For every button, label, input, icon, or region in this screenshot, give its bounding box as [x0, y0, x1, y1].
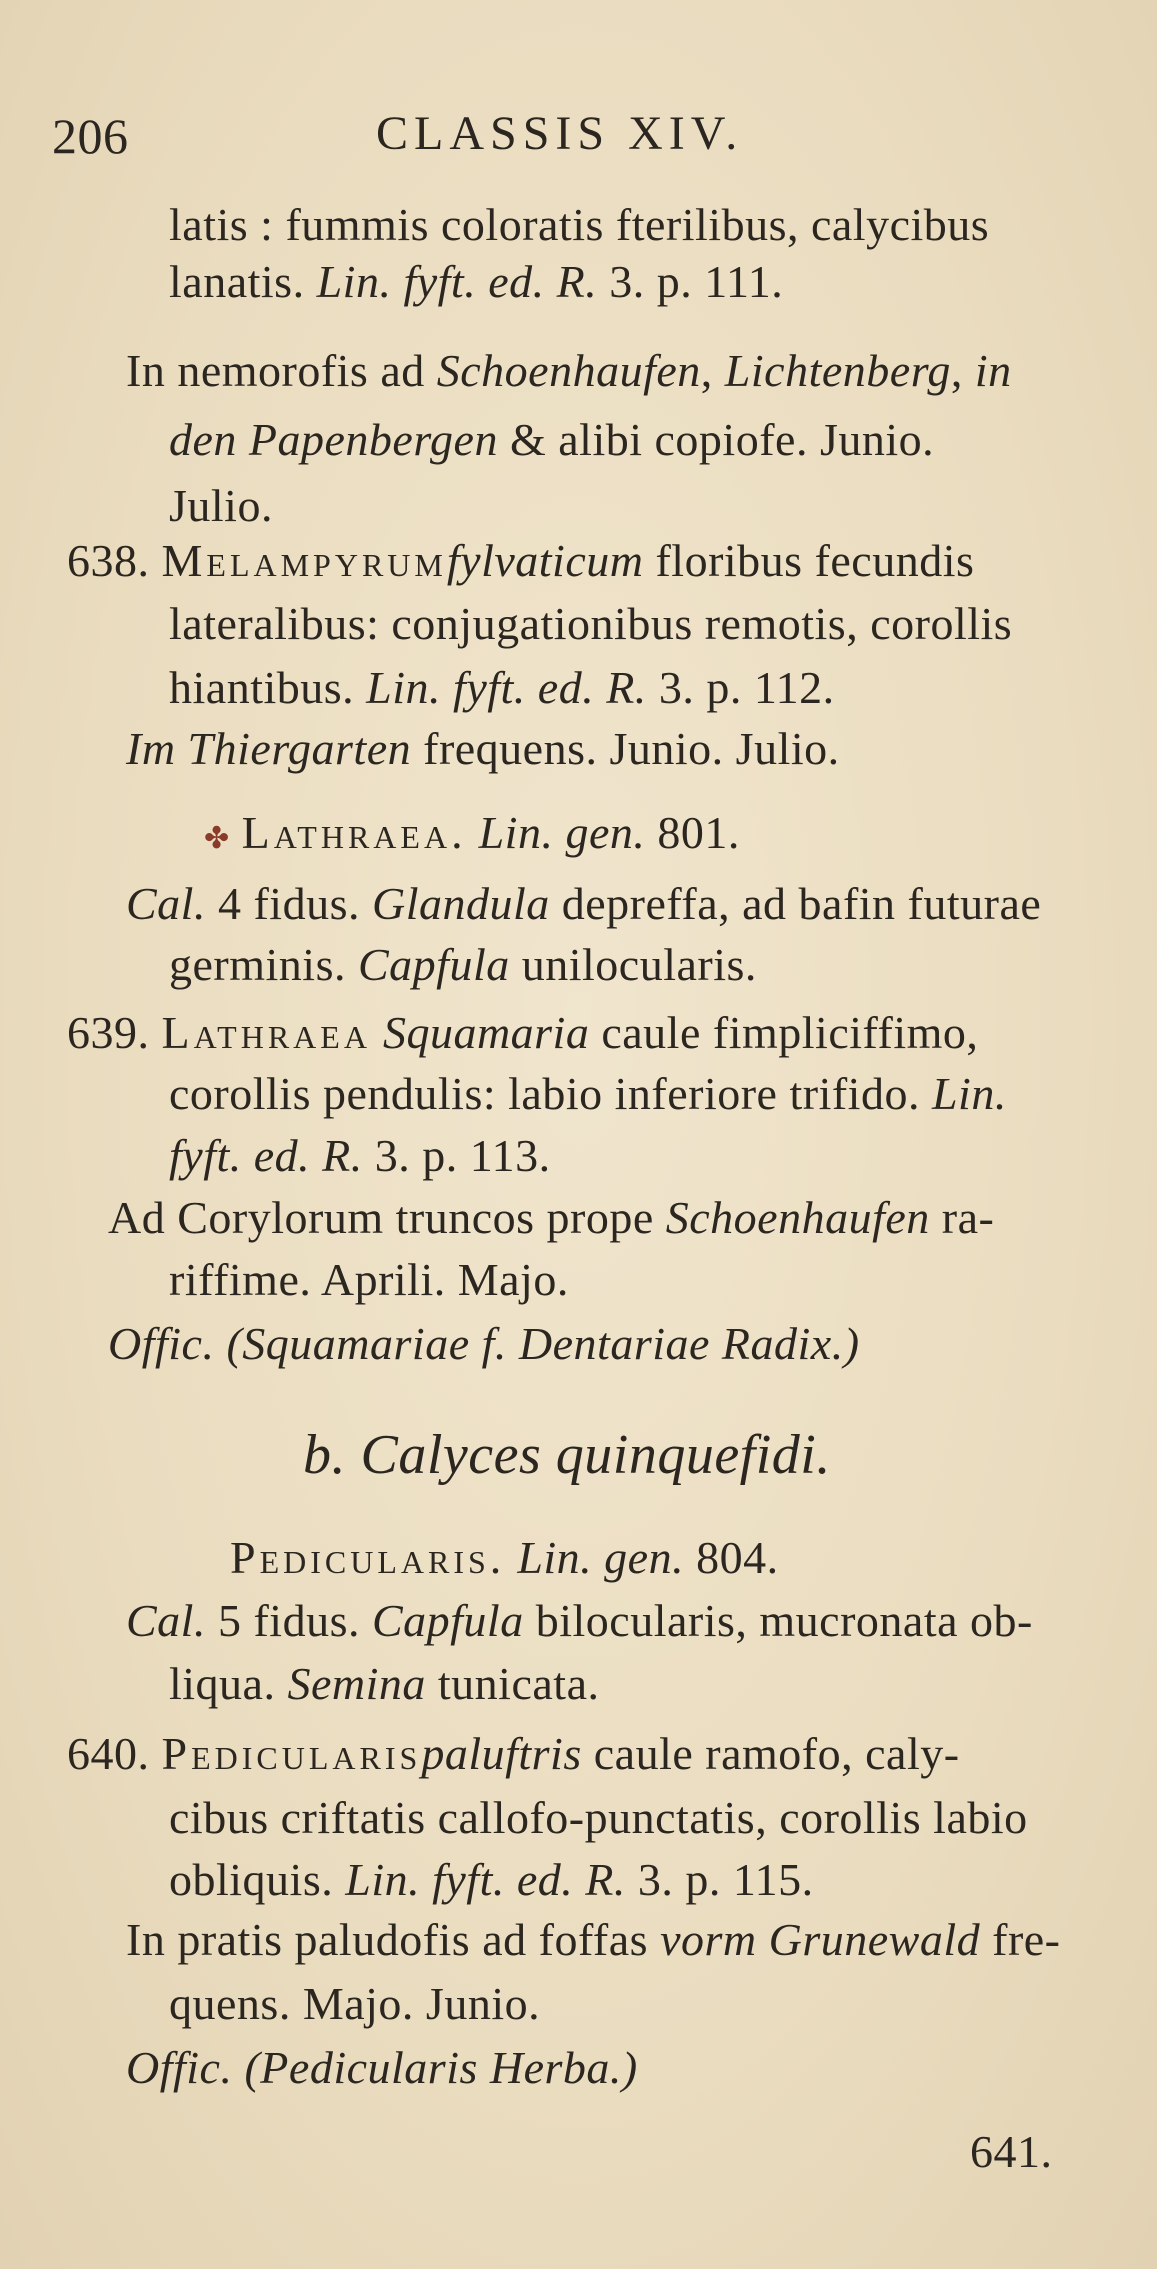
text-span: caule fimpliciffimo,	[601, 1007, 979, 1058]
text-line	[169, 412, 934, 468]
page-ref: 3. p. 113.	[374, 1130, 551, 1181]
species-entry-640	[67, 1726, 960, 1782]
punctuation: ,	[950, 345, 963, 396]
genus-name: Pedicularis.	[230, 1532, 506, 1583]
genus-name: Lathraea	[161, 1007, 371, 1058]
term: Semina	[287, 1658, 426, 1709]
text-line	[126, 1593, 1033, 1649]
text-span: floribus fecundis	[655, 535, 975, 586]
place-name: Lichtenberg	[724, 345, 951, 396]
text-line	[126, 1912, 1061, 1968]
text-span: bilocularis, mucronata ob-	[535, 1595, 1033, 1646]
text-line: riffime. Aprili. Majo.	[169, 1254, 569, 1305]
text-span: caule ramofo, caly-	[593, 1728, 960, 1779]
text-span: fre-	[992, 1914, 1061, 1965]
citation: Lin. gen.	[478, 807, 646, 858]
abbrev: Cal.	[126, 1595, 206, 1646]
text-line: cibus criftatis callofo-punctatis, corollis labio	[169, 1792, 1028, 1843]
abbrev: Offic.	[108, 1318, 215, 1369]
page-ref: 801.	[657, 807, 740, 858]
text-line	[126, 2040, 638, 2096]
citation: Lin. fyft. ed. R.	[345, 1854, 626, 1905]
place-name: Schoenhaufen	[665, 1192, 930, 1243]
text-line: quens. Majo. Junio.	[169, 1978, 541, 2029]
text-line: lateralibus: conjugationibus remotis, corollis	[169, 598, 1013, 649]
text-span: In nemorofis ad	[126, 345, 425, 396]
text-span: 4 fidus.	[217, 878, 360, 929]
section-subheading: b. Calyces quinquefidi.	[303, 1424, 831, 1486]
species-epithet: paluftris	[421, 1728, 582, 1779]
officinal-note: (Squamariae f. Dentariae Radix.)	[226, 1318, 860, 1369]
genus-heading	[204, 805, 740, 867]
flower-ornament-icon: ✤	[204, 822, 230, 855]
text-line	[169, 1066, 1007, 1122]
term: Glandula	[371, 878, 550, 929]
species-number: 639.	[67, 1007, 150, 1058]
text-line	[108, 1316, 860, 1372]
catchword: 641.	[970, 2126, 1053, 2177]
text-span: unilocularis.	[521, 939, 757, 990]
text-span: liqua.	[169, 1658, 276, 1709]
abbrev: Offic.	[126, 2042, 233, 2093]
text-span: lanatis.	[169, 256, 305, 307]
text-span: 5 fidus.	[217, 1595, 360, 1646]
citation: Lin.	[931, 1068, 1007, 1119]
page-ref: 3. p. 111.	[609, 256, 784, 307]
text-line	[126, 876, 1041, 932]
page-ref: 804.	[696, 1532, 779, 1583]
text-span: depreffa, ad bafin futurae	[561, 878, 1042, 929]
text-span: ra-	[941, 1192, 995, 1243]
running-head: CLASSIS XIV.	[376, 107, 744, 160]
genus-name: Melampyrum	[161, 535, 447, 586]
citation: Lin. gen.	[517, 1532, 685, 1583]
abbrev: Cal.	[126, 878, 206, 929]
species-epithet: Squamaria	[382, 1007, 590, 1058]
text-line	[126, 721, 840, 777]
text-span: In pratis paludofis ad foffas	[126, 1914, 649, 1965]
species-entry-638	[67, 533, 974, 589]
text-line	[108, 1190, 994, 1246]
text-line: Julio.	[169, 480, 273, 531]
text-line	[169, 937, 757, 993]
text-span: & alibi copiofe. Junio.	[509, 414, 935, 465]
text-span: in	[974, 345, 1012, 396]
species-number: 638.	[67, 535, 150, 586]
species-entry-639	[67, 1005, 978, 1061]
citation: Lin. fyft. ed. R.	[316, 256, 598, 307]
text-line: latis : fummis coloratis fterilibus, calycibus	[169, 199, 990, 250]
text-span: frequens. Junio. Julio.	[423, 723, 840, 774]
text-span: Ad Corylorum truncos prope	[108, 1192, 654, 1243]
place-name: Im Thiergarten	[126, 723, 412, 774]
text-span: corollis pendulis: labio inferiore trifido.	[169, 1068, 920, 1119]
term: Capfula	[357, 939, 510, 990]
text-span: tunicata.	[437, 1658, 600, 1709]
text-line	[169, 1656, 600, 1712]
species-epithet: fylvaticum	[446, 535, 644, 586]
genus-name: Lathraea.	[241, 807, 467, 858]
text-line	[169, 660, 835, 716]
place-name: vorm Grunewald	[660, 1914, 981, 1965]
text-line	[126, 343, 1012, 399]
place-name: Schoenhaufen	[436, 345, 701, 396]
page-ref: 3. p. 115.	[637, 1854, 814, 1905]
officinal-note: (Pedicularis Herba.)	[244, 2042, 638, 2093]
place-name: den Papenbergen	[169, 414, 498, 465]
species-number: 640.	[67, 1728, 150, 1779]
page-ref: 3. p. 112.	[658, 662, 835, 713]
genus-heading	[230, 1530, 779, 1586]
citation: fyft. ed. R.	[169, 1130, 363, 1181]
text-line	[169, 254, 783, 310]
text-line	[169, 1852, 814, 1908]
term: Capfula	[371, 1595, 524, 1646]
genus-name: Pedicularis	[161, 1728, 422, 1779]
text-span: hiantibus.	[169, 662, 355, 713]
page-number: 206	[52, 108, 129, 164]
punctuation: ,	[700, 345, 713, 396]
text-span: obliquis.	[169, 1854, 334, 1905]
text-line	[169, 1128, 551, 1184]
text-span: germinis.	[169, 939, 346, 990]
citation: Lin. fyft. ed. R.	[366, 662, 647, 713]
